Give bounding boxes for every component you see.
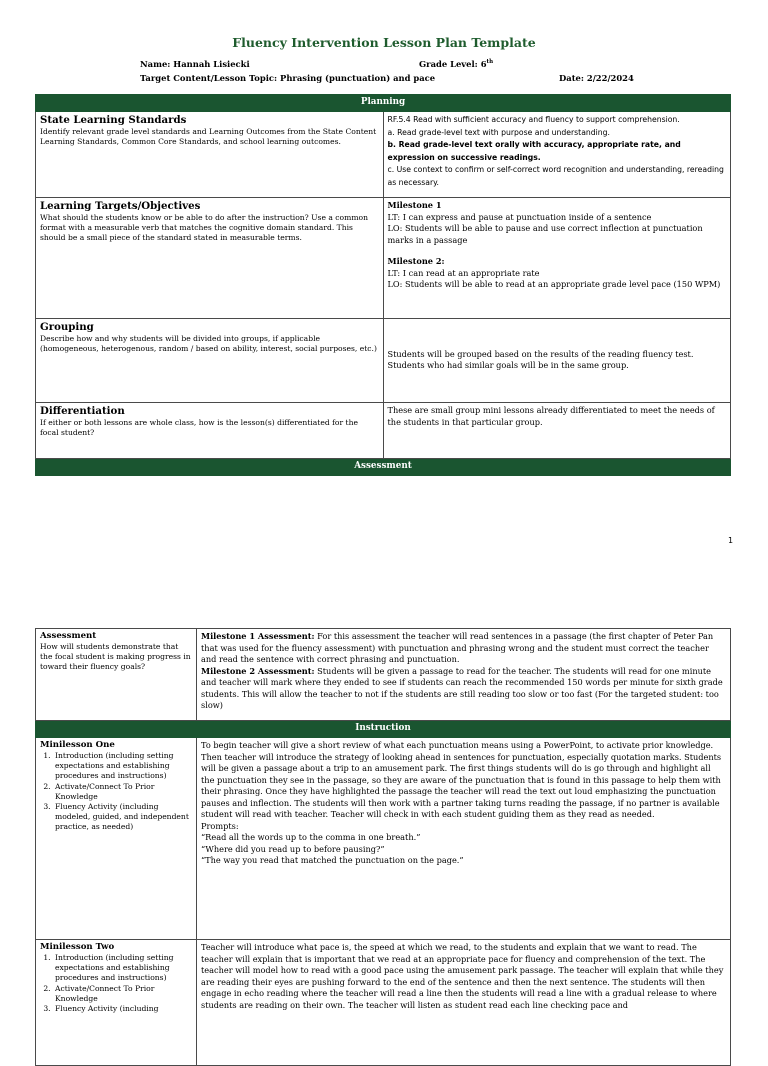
- milestone-2-assessment-text: Students will be given a passage to read for the teacher. The students will read for one minute and teacher will mark where they ended to see if students can reach the recommended 150 words per minute for sixth grade students. This will allow the teacher to not if the students are still reading too slow or too fast (For the targeted student: too slow): [201, 665, 723, 710]
- milestone-2-lo: LO: Students will be able to read at an appropriate grade level pace (150 WPM): [387, 279, 721, 289]
- milestone-1-lo: LO: Students will be able to pause and use correct inflection at punctuation marks in a passage: [387, 223, 703, 245]
- instruction-header: Instruction: [36, 721, 731, 738]
- targets-desc: What should the students know or be able to do after the instruction? Use a common format with a measurable verb that matches the cognitive domain standard. This should be a small piece of the standard stated in measurable terms.: [40, 213, 368, 243]
- topic-value: Phrasing (punctuation) and pace: [280, 73, 436, 83]
- grouping-content: Students will be grouped based on the results of the reading fluency test. Students who had similar goals will be in the same group.: [383, 319, 731, 403]
- milestone-2-assessment-label: Milestone 2 Assessment:: [201, 665, 315, 676]
- grade-suffix: th: [486, 59, 494, 66]
- standard-line: RF.5.4 Read with sufficient accuracy and fluency to support comprehension.: [387, 115, 680, 124]
- assessment-content: [197, 629, 731, 721]
- minilesson-two-content: Teacher will introduce what pace is, the speed at which we read, to the students and explain that we want to read. The teacher will explain that is important that we read at an appropriate pace for fluency and comprehension of the text. The teacher will model how to read with a good pace using the amusement park passage. The teacher will explain that while they are reading their eyes are pushing forward to the end of the sentence and then the next sentence. The students will then engage in echo reading where the teacher will read a line then the students will read a line with a gradual release to where students are reading on their own. The teacher will listen as student read each line checking pace and: [197, 940, 731, 1066]
- minilesson-one-title: Minilesson One: [40, 740, 115, 750]
- step-item: 3. Fluency Activity (including modeled, guided, and independent practice, as needed): [53, 802, 192, 833]
- milestone-2-lt: LT: I can read at an appropriate rate: [387, 267, 540, 278]
- assessment-header: Assessment: [36, 459, 731, 476]
- differentiation-title: Differentiation: [40, 405, 125, 417]
- grade-level-field: [419, 59, 493, 69]
- minilesson-one-steps: [40, 751, 192, 833]
- step-item: 2. Activate/Connect To Prior Knowledge: [53, 782, 192, 802]
- student-name: Hannah Lisiecki: [173, 59, 250, 69]
- standard-line: a. Read grade-level text with purpose and understanding.: [387, 127, 610, 137]
- differentiation-content: These are small group mini lessons already differentiated to meet the needs of the students in that particular group.: [383, 403, 731, 459]
- assessment-instruction-table: [35, 628, 731, 1066]
- milestone-1-assessment-label: Milestone 1 Assessment:: [201, 631, 315, 641]
- topic-label: Target Content/Lesson Topic:: [140, 73, 278, 83]
- standards-desc: Identify relevant grade level standards and Learning Outcomes from the State Content Learning Standards, Common Core Standards, and school learning outcomes.: [40, 127, 377, 147]
- standards-row: [36, 112, 731, 198]
- milestone-2-title: Milestone 2:: [387, 256, 445, 266]
- assessment-label-cell: [36, 629, 197, 721]
- step-item: 1. Introduction (including setting expectations and establishing procedures and instructions): [53, 953, 192, 984]
- standard-line: b. Read grade-level text orally with accuracy, appropriate rate, and expression on successive readings.: [387, 140, 681, 162]
- topic-field: [140, 73, 435, 83]
- prompt-item: “The way you read that matched the punctuation on the page.”: [201, 855, 464, 865]
- grade-label: Grade Level: 6: [419, 59, 487, 69]
- prompts-label: Prompts:: [201, 820, 239, 831]
- assessment-desc: How will students demonstrate that the focal student is making progress in toward their fluency goals?: [40, 642, 191, 672]
- minilesson-one-label-cell: [36, 738, 197, 940]
- grouping-title: Grouping: [40, 321, 94, 333]
- step-item: 1. Introduction (including setting expectations and establishing procedures and instructions): [53, 751, 192, 782]
- date-field: [559, 73, 634, 83]
- differentiation-desc: If either or both lessons are whole class, how is the lesson(s) differentiated for the focal student?: [40, 418, 358, 438]
- planning-table: [35, 94, 731, 476]
- prompt-item: “Where did you read up to before pausing?”: [201, 843, 385, 854]
- minilesson-two-label-cell: [36, 940, 197, 1066]
- step-item: 3. Fluency Activity (including: [53, 1004, 192, 1014]
- targets-title: Learning Targets/Objectives: [40, 200, 201, 212]
- step-item: 2. Activate/Connect To Prior Knowledge: [53, 984, 192, 1004]
- minilesson-two-title: Minilesson Two: [40, 942, 115, 952]
- milestone-1-title: Milestone 1: [387, 200, 442, 210]
- targets-label-cell: [36, 198, 384, 319]
- milestone-1-lt: LT: I can express and pause at punctuation inside of a sentence: [387, 211, 652, 222]
- date-value: 2/22/2024: [586, 73, 634, 83]
- standard-line: c. Use context to confirm or self-correct word recognition and understanding, rereading as necessary.: [387, 165, 724, 187]
- minilesson-two-steps: [40, 953, 192, 1014]
- standards-label-cell: [36, 112, 384, 198]
- name-field: [140, 59, 250, 69]
- grouping-row: [36, 319, 731, 403]
- page-title: Fluency Intervention Lesson Plan Template: [232, 35, 536, 50]
- assessment-row: [36, 629, 731, 721]
- planning-header: Planning: [36, 95, 731, 112]
- grouping-desc: Describe how and why students will be divided into groups, if applicable (homogeneous, heterogenous, random / based on ability, interest, social purposes, etc.): [40, 334, 377, 354]
- date-label: Date:: [559, 73, 584, 83]
- minilesson-one-content: [197, 738, 731, 940]
- page-number: 1: [728, 536, 734, 545]
- standards-content: [383, 112, 731, 198]
- differentiation-label-cell: [36, 403, 384, 459]
- name-label: Name:: [140, 59, 171, 69]
- minilesson-two-row: [36, 940, 731, 1066]
- minilesson-one-row: [36, 738, 731, 940]
- targets-row: [36, 198, 731, 319]
- milestone-1-assessment-text: For this assessment the teacher will read sentences in a passage (the first chapter of Peter Pan that was used for the fluency assessment) with punctuation and phrasing wrong and the student must correct the teacher and read the sentence with correct phrasing and punctuation.: [201, 631, 714, 664]
- standards-title: State Learning Standards: [40, 114, 187, 126]
- minilesson-one-text: To begin teacher will give a short review of what each punctuation means using a PowerPoint, to activate prior knowledge. Then teacher will introduce the strategy of looking ahead in sentences for punctuation, especially quotation marks. Students will be given a passage about a trip to an amusement park. The first things students will do is go through and highlight all the punctuation they see in the passage, so they are aware of the punctuation that is found in this passage to help them with their phrasing. Once they have highlighted the passage the teacher will read the text out loud emphasizing the punctuation pauses and inflection. The students will then work with a partner taking turns reading the passage, if no partner is available student will read with teacher. Teacher will check in with each student guiding them as they read as needed.: [201, 740, 722, 819]
- assessment-title: Assessment: [40, 631, 97, 641]
- grouping-label-cell: [36, 319, 384, 403]
- differentiation-row: [36, 403, 731, 459]
- prompt-item: “Read all the words up to the comma in one breath.”: [201, 832, 421, 842]
- targets-content: [383, 198, 731, 319]
